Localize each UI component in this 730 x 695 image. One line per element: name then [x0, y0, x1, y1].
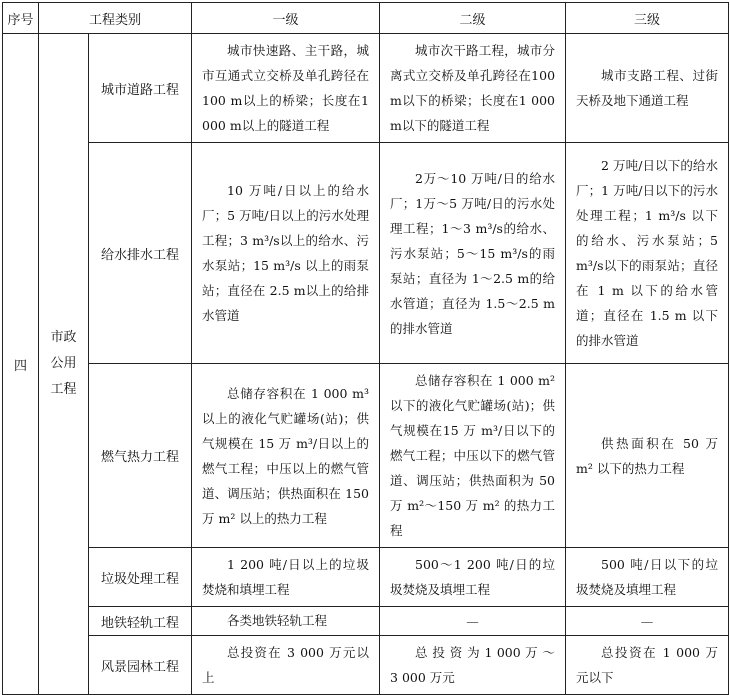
- header-grade2: 二级: [380, 3, 566, 34]
- grade1-cell: [192, 548, 380, 607]
- grade1-cell: [192, 607, 380, 636]
- grade2-text: 500～1 200 吨/日的垃圾焚烧及填埋工程: [390, 557, 556, 597]
- grade2-text: 总储存容积在 1 000 m² 以下的液化气贮罐场(站)；供气规模在15 万 m³/日以下的燃气工程；中压以下的燃气管道、调压站；供热面积为 50 万 m²～150 万 m² 的热力工程: [390, 373, 556, 538]
- grade3-text: 总投资在 1 000 万元以下: [576, 645, 719, 685]
- grade3-text: 2 万吨/日以下的给水厂；1 万吨/日以下的污水处理工程；1 m³/s 以下的给水、污水泵站；5 m³/s以下的雨泵站；直径在 1 m 以下的给水管道；直径在 1.5 m 以下的排水管道: [576, 158, 719, 348]
- grade1-cell: [192, 143, 380, 364]
- group-seq: 四: [3, 34, 39, 695]
- table-row: [3, 34, 729, 143]
- grade2-text: 2万～10 万吨/日的给水厂；1万～5 万吨/日的污水处理工程；1～3 m³/s的给水、污水泵站；5～15 m³/s的雨泵站；直径为 1～2.5 m的给水管道；直径为 1.5～2.5 m 的排水管道: [390, 170, 556, 336]
- grade3-cell: [566, 143, 729, 364]
- grade1-text: 总储存容积在 1 000 m³ 以上的液化气贮罐场(站)；供气规模在 15 万 m³/日以上的燃气工程；中压以上的燃气管道、调压站；供热面积在 150 万 m² 以上的热力工程: [202, 385, 370, 526]
- group-category-line: 市政: [50, 330, 77, 345]
- engineering-grade-table: [2, 2, 729, 695]
- row-name: 给水排水工程: [89, 143, 192, 364]
- row-name: 燃气热力工程: [89, 364, 192, 548]
- table-row: [3, 548, 729, 607]
- grade2-cell: [380, 548, 566, 607]
- group-category-line: 工程: [50, 382, 77, 397]
- header-row: [3, 3, 729, 34]
- group-category-line: 公用: [50, 356, 77, 371]
- grade1-cell: [192, 34, 380, 143]
- grade1-text: 城市快速路、主干路，城市互通式立交桥及单孔跨径在100 m以上的桥梁；长度在1 000 m以上的隧道工程: [202, 43, 370, 133]
- row-name: 风景园林工程: [89, 636, 192, 695]
- table-row: [3, 607, 729, 636]
- header-grade3: 三级: [566, 3, 729, 34]
- grade2-text: 城市次干路工程，城市分离式立交桥及单孔跨径在100 m以下的桥梁；长度在1 000 m以下的隧道工程: [390, 43, 556, 133]
- grade1-cell: [192, 364, 380, 548]
- grade1-text: 1 200 吨/日以上的垃圾焚烧和填埋工程: [202, 557, 370, 597]
- grade3-cell: [566, 34, 729, 143]
- grade1-text: 各类地铁轻轨工程: [227, 613, 328, 628]
- row-name: 城市道路工程: [89, 34, 192, 143]
- grade3-cell: [566, 548, 729, 607]
- grade2-cell: [380, 364, 566, 548]
- grade3-text: 500 吨/日以下的垃圾焚烧及填埋工程: [576, 557, 719, 597]
- grade2-cell: [380, 636, 566, 695]
- header-grade1: 一级: [192, 3, 380, 34]
- grade1-cell: [192, 636, 380, 695]
- group-category: [39, 34, 89, 695]
- grade1-text: 总投资在 3 000 万元以上: [202, 645, 370, 685]
- table-row: [3, 143, 729, 364]
- row-name: 地铁轻轨工程: [89, 607, 192, 636]
- table-row: [3, 636, 729, 695]
- grade3-cell: —: [566, 607, 729, 636]
- grade3-text: 城市支路工程、过街天桥及地下通道工程: [576, 68, 719, 108]
- grade3-text: 供热面积在 50 万 m² 以下的热力工程: [576, 435, 719, 476]
- grade2-cell: —: [380, 607, 566, 636]
- header-seq: 序号: [3, 3, 39, 34]
- row-name: 垃圾处理工程: [89, 548, 192, 607]
- table-row: [3, 364, 729, 548]
- grade3-cell: [566, 364, 729, 548]
- grade3-cell: [566, 636, 729, 695]
- grade2-text: 总 投 资 为 1 000 万 ～ 3 000 万元: [390, 645, 556, 685]
- grade2-cell: [380, 143, 566, 364]
- grade2-cell: [380, 34, 566, 143]
- header-category: 工程类别: [39, 3, 192, 34]
- grade1-text: 10 万吨/日以上的给水厂；5 万吨/日以上的污水处理工程；3 m³/s以上的给水、污水泵站；15 m³/s 以上的雨泵站；直径在 2.5 m以上的给排水管道: [202, 183, 370, 323]
